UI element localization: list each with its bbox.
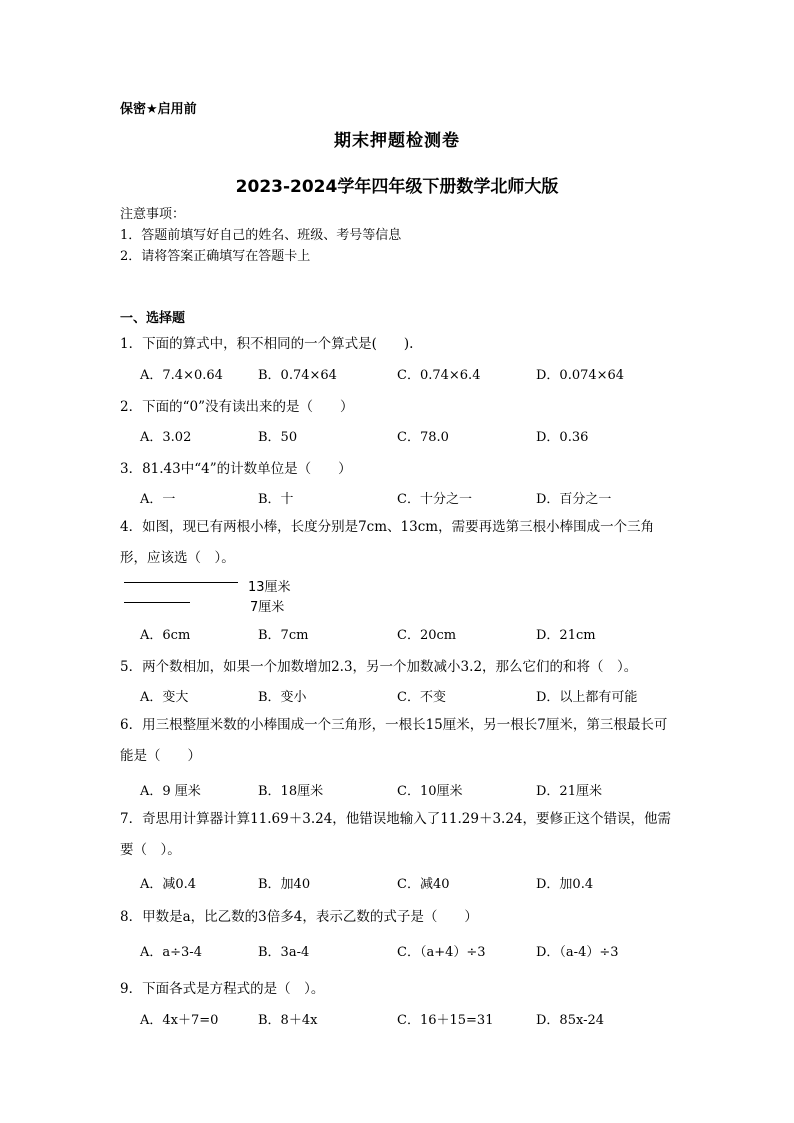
section-title: 一、选择题 <box>120 311 186 326</box>
option-c[interactable]: C．78.0 <box>397 430 449 445</box>
option-d[interactable]: D．21cm <box>536 628 596 643</box>
option-c[interactable]: C．0.74×6.4 <box>397 368 481 383</box>
option-a[interactable]: A．a÷3-4 <box>140 945 202 960</box>
option-a[interactable]: A．变大 <box>140 690 189 705</box>
option-a[interactable]: A．6cm <box>140 628 191 643</box>
option-a[interactable]: A．减0.4 <box>140 877 197 892</box>
option-b[interactable]: B．变小 <box>258 690 307 705</box>
question-4-stem: 4．如图，现已有两根小棒，长度分别是7cm、13cm，需要再选第三根小棒围成一个三角形，应该选（ ）。 <box>120 519 655 566</box>
question-6-stem: 6．用三根整厘米数的小棒围成一个三角形，一根长15厘米，另一根长7厘米，第三根最长可能是（ ） <box>120 717 668 764</box>
notes-item: 2．请将答案正确填写在答题卡上 <box>120 249 311 264</box>
option-c[interactable]: C．减40 <box>397 877 450 892</box>
confidential-label: 保密★启用前 <box>120 102 197 117</box>
option-c[interactable]: C．20cm <box>397 628 457 643</box>
option-b[interactable]: B．加40 <box>258 877 311 892</box>
option-c[interactable]: C．十分之一 <box>397 492 472 507</box>
stick-7cm-label: 7厘米 <box>250 600 285 615</box>
exam-title: 期末押题检测卷 <box>334 131 460 151</box>
option-c[interactable]: C．（a+4）÷3 <box>397 945 486 960</box>
option-c[interactable]: C．16＋15=31 <box>397 1013 494 1028</box>
notes-heading: 注意事项： <box>120 207 186 222</box>
option-d[interactable]: D．以上都有可能 <box>536 690 638 705</box>
option-c[interactable]: C．10厘米 <box>397 784 463 799</box>
option-d[interactable]: D．加0.4 <box>536 877 594 892</box>
question-8-stem: 8．甲数是a，比乙数的3倍多4，表示乙数的式子是（ ） <box>120 909 478 925</box>
option-b[interactable]: B．7cm <box>258 628 309 643</box>
option-b[interactable]: B．0.74×64 <box>258 368 337 383</box>
question-3-stem: 3．81.43中“4”的计数单位是（ ） <box>120 461 352 477</box>
stick-7cm <box>124 602 190 603</box>
option-a[interactable]: A．4x＋7=0 <box>140 1013 219 1028</box>
question-2-stem: 2．下面的“0”没有读出来的是（ ） <box>120 399 354 415</box>
option-b[interactable]: B．十 <box>258 492 294 507</box>
option-a[interactable]: A．3.02 <box>140 430 192 445</box>
exam-subtitle: 2023-2024学年四年级下册数学北师大版 <box>235 177 559 197</box>
question-9-stem: 9．下面各式是方程式的是（ ）。 <box>120 981 325 997</box>
stick-13cm-label: 13厘米 <box>248 580 291 595</box>
option-a[interactable]: A．一 <box>140 492 176 507</box>
option-b[interactable]: B．18厘米 <box>258 784 324 799</box>
option-d[interactable]: D．0.074×64 <box>536 368 625 383</box>
sticks-figure <box>120 576 320 616</box>
question-1-stem: 1．下面的算式中，积不相同的一个算式是( ). <box>120 336 414 352</box>
option-d[interactable]: D．21厘米 <box>536 784 602 799</box>
option-b[interactable]: B．50 <box>258 430 298 445</box>
stick-13cm <box>124 582 238 583</box>
option-b[interactable]: B．3a-4 <box>258 945 310 960</box>
option-d[interactable]: D．百分之一 <box>536 492 612 507</box>
notes-item: 1．答题前填写好自己的姓名、班级、考号等信息 <box>120 228 402 243</box>
option-a[interactable]: A．7.4×0.64 <box>140 368 223 383</box>
option-d[interactable]: D．85x-24 <box>536 1013 605 1028</box>
option-d[interactable]: D．0.36 <box>536 430 589 445</box>
option-c[interactable]: C．不变 <box>397 690 446 705</box>
question-7-stem: 7．奇思用计算器计算11.69＋3.24，他错误地输入了11.29＋3.24，要修正这个错误，他需要（ ）。 <box>120 811 672 858</box>
option-b[interactable]: B．8＋4x <box>258 1013 318 1028</box>
option-a[interactable]: A．9 厘米 <box>140 784 201 799</box>
option-d[interactable]: D．（a-4）÷3 <box>536 945 619 960</box>
question-5-stem: 5．两个数相加，如果一个加数增加2.3，另一个加数减小3.2，那么它们的和将（ ）。 <box>120 659 638 675</box>
notes-block <box>120 204 720 267</box>
